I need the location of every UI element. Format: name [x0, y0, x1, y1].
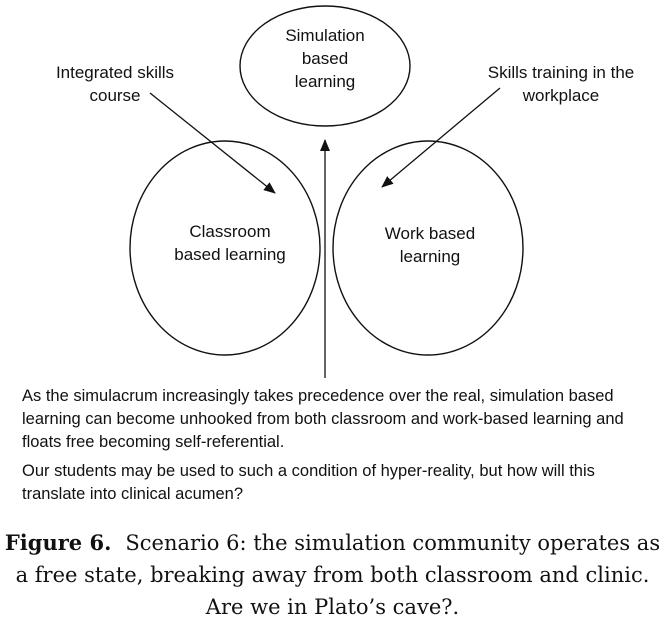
integrated-skills-arrow	[150, 93, 275, 193]
simulation-label-line-3: learning	[294, 72, 356, 91]
work-label	[350, 222, 510, 268]
classroom-label-line-2: based learning	[174, 245, 286, 264]
work-label-line-1: Work based	[384, 224, 476, 243]
classroom-label	[150, 220, 310, 266]
skills-training-line-2: workplace	[522, 86, 600, 105]
simulation-label-line-2: based	[301, 49, 349, 68]
simulation-label-line-1: Simulation	[285, 26, 365, 45]
classroom-label-line-1: Classroom	[189, 222, 271, 241]
integrated-skills-label	[30, 61, 200, 107]
integrated-skills-line-1: Integrated skills	[55, 63, 175, 82]
figure-number: Figure 6.	[4, 530, 112, 555]
description-paragraph-1: As the simulacrum increasingly takes precedence over the real, simulation based learning can become unhooked from both classroom and work-based learning and floats free becoming self-referential.	[22, 387, 624, 451]
work-label-line-2: learning	[399, 247, 461, 266]
description-paragraph-2: Our students may be used to such a condition of hyper-reality, but how will this translate into clinical acumen?	[22, 462, 595, 503]
integrated-skills-line-2: course	[89, 86, 141, 105]
caption-text: Scenario 6: the simulation community operates as a free state, breaking away from both classroom and clinic. Are we in Plato’s cave?.	[15, 531, 661, 619]
skills-training-label	[468, 61, 654, 107]
figure-caption	[0, 527, 665, 623]
simulation-label	[265, 24, 385, 93]
skills-training-line-1: Skills training in the	[487, 63, 635, 82]
